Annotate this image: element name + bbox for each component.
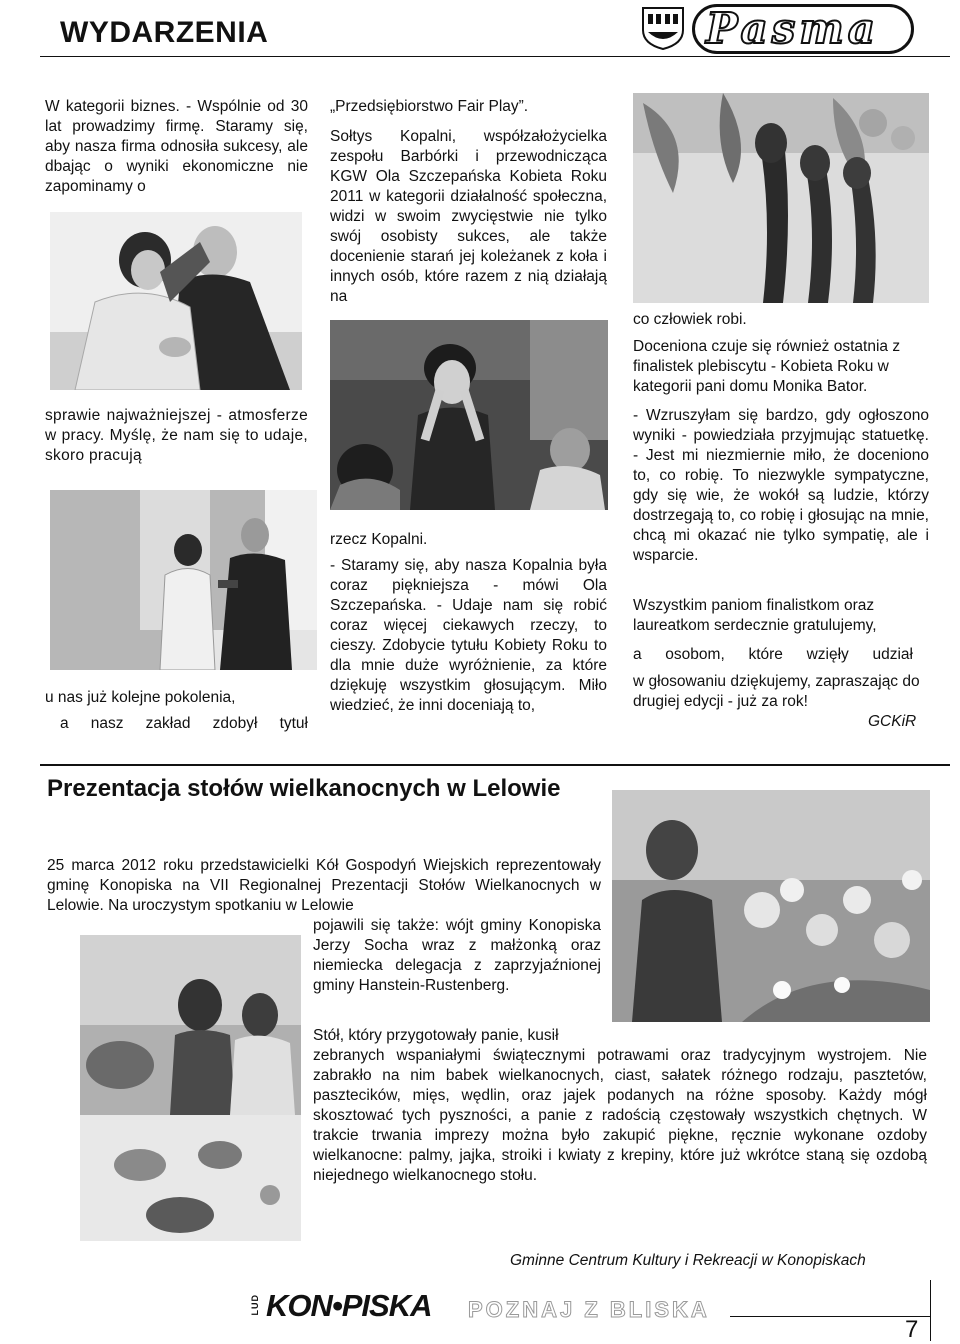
col3-paragraph-4: Wszystkim paniom finalistkom oraz laureatkom serdecznie gratulujemy,: [633, 597, 877, 634]
col1-paragraph-1: W kategorii biznes. - Wspólnie od 30 lat prowadzimy firmę. Staramy się, aby nasza firma odnosiła sukcesy, ale dbając o wyniki ekonomiczne nie zapominamy o: [45, 98, 308, 195]
photo-easter-table: [80, 935, 301, 1241]
col1-paragraph-2: sprawie najważniejszej - atmosferze w pracy. Myślę, że nam się to udaje, skoro pracują: [45, 407, 308, 464]
header-rule: [40, 56, 950, 57]
col2-paragraph-3: rzecz Kopalni.: [330, 531, 428, 548]
col3-paragraph-6: w głosowaniu dziękujemy, zapraszając do drugiej edycji - już za rok!: [633, 673, 920, 710]
crest-icon: [640, 6, 686, 50]
photo-statuettes: [633, 93, 929, 303]
pasma-logo: [692, 4, 914, 54]
col2-paragraph-2: Sołtys Kopalni, współzałożycielka zespołu Barbórki i przewodnicząca KGW Ola Szczepańska Kobieta Roku 2011 w kategorii działalność społeczna, widzi w swoim zwycięstwie nie tylko swój osobisty sukces, ale także docenienie starań jej koleżanek z koła i innych osób, które razem z nią działają na: [330, 128, 607, 305]
photo-woman-surprised: [330, 320, 608, 510]
col2-paragraph-4: - Staramy się, aby nasza Kopalnia była coraz piękniejsza - mówi Ola Szczepańska. - Udaje nam się robić coraz więcej ciekawych rzeczy, to cieszy. Zdobycie tytułu Kobiety Roku to dla mnie duże wyróżnienie, za które dziękuję wszystkim głosującym. Miło wiedzieć, że inni doceniają to,: [330, 557, 607, 714]
logo-prefix: LUD: [250, 1294, 260, 1316]
col3-paragraph-2: Doceniona czuje się również ostatnia z finalistek plebiscytu - Kobieta Roku w kategorii pani domu Monika Bator.: [633, 338, 901, 395]
logo-text: KON•PISKA: [266, 1288, 432, 1323]
photo-award-ceremony: [50, 490, 317, 670]
article-title: Prezentacja stołów wielkanocnych w Lelowie: [47, 775, 561, 802]
col1-paragraph-3: u nas już kolejne pokolenia,: [45, 689, 236, 706]
section-title: WYDARZENIA: [60, 16, 269, 49]
page-number: 7: [905, 1316, 919, 1343]
article-paragraph-2: pojawili się także: wójt gminy Konopiska Jerzy Socha wraz z małżonką oraz niemiecka delegacja z zaprzyjaźnionej gminy Hanstein-Rustenberg.: [313, 917, 601, 994]
footer-tagline: POZNAJ Z BLISKA: [468, 1297, 710, 1322]
photo-easter-decorations: [612, 790, 930, 1022]
article-paragraph-4: zebranych wspaniałymi świątecznymi potrawami oraz tradycyjnym wystrojem. Nie zabrakło na nim babek wielkanocnych, ciast, sałatek różnego rodzaju, pasztetów, pasztecików, mięs, wędlin, oraz jajek podanych na różne sposoby. Każdy mógł skosztować tych pyszności, a panie z radością częstowały wszystkich chętnych. W trakcie trwania imprezy można było zakupić piękne, ręcznie wykonane ozdoby wielkanocne: palmy, jajka, stroiki i kwiaty z krepiny, które już wkrótce staną się ozdobą niejednego wielkanocnego stołu.: [313, 1047, 927, 1184]
photo-award-handshake: [50, 212, 302, 390]
article-paragraph-1: 25 marca 2012 roku przedstawicielki Kół Gospodyń Wiejskich reprezentowały gminę Konopiska na VII Regionalnej Prezentacji Stołów Wielkanocnych w Lelowie. Na uroczystym spotkaniu w Lelowie: [47, 857, 601, 914]
col3-signature: GCKiR: [868, 713, 917, 730]
footer-credit: Gminne Centrum Kultury i Rekreacji w Konopiskach: [510, 1252, 866, 1269]
article-paragraph-3: Stół, który przygotowały panie, kusił: [313, 1027, 559, 1044]
col3-paragraph-5: a osobom, które wzięły udział: [633, 646, 913, 663]
konopiska-logo: [250, 1290, 460, 1326]
footer-rule: [730, 1316, 930, 1317]
col1-paragraph-4: a nasz zakład zdobył tytuł: [60, 715, 308, 732]
col3-paragraph-3: - Wzruszyłam się bardzo, gdy ogłoszono wyniki - powiedziała przyjmując statuetkę. - Jest mi niezmiernie miło, że doceniono to, co robię. To niezwykle sympatyczne, gdy się wie, że wokół są ludzie, którzy dostrzegają to, co robię i głosując na mnie, chcą mi okazać nie tylko sympatię, ale i wsparcie.: [633, 407, 929, 564]
col2-paragraph-1: „Przedsiębiorstwo Fair Play”.: [330, 98, 529, 115]
footer-corner: [930, 1280, 931, 1341]
pasma-logo-text: Pasma: [706, 4, 879, 53]
section-rule: [40, 764, 950, 766]
col3-paragraph-1: co człowiek robi.: [633, 311, 747, 328]
